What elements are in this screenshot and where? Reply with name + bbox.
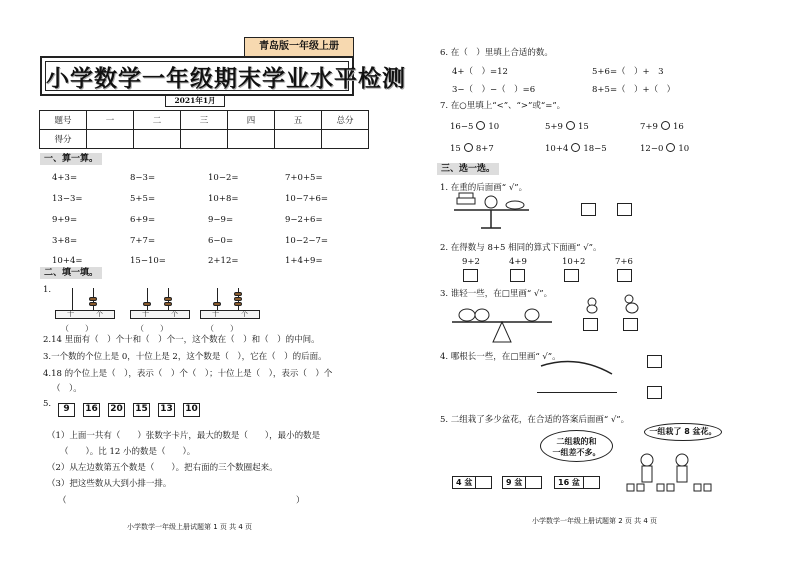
comparison-item: 12−0 10 <box>640 144 690 154</box>
chick-icon <box>585 296 599 314</box>
comparison-item: 5+9 15 <box>545 122 589 132</box>
s1-text: 1. 在重的后面画“ √”。 <box>440 183 528 193</box>
calc-item: 3+8= <box>52 236 78 246</box>
q6-item: 4+（ ）=12 <box>452 67 508 77</box>
compare-circle[interactable] <box>571 143 580 152</box>
q5-1-text: （1）上面一共有（ ）张数字卡片，最大的数是（ ），最小的数是 <box>47 431 321 441</box>
q5-label: 5. <box>43 399 52 409</box>
s2-item: 10+2 <box>562 257 586 267</box>
q2-text: 2.14 里面有（ ）个十和（ ）个一，这个数在（ ）和（ ）的中间。 <box>43 335 320 345</box>
straight-line <box>537 392 617 393</box>
comparison-item: 7+9 16 <box>640 122 684 132</box>
exam-date: 2021年1月 <box>165 95 225 107</box>
score-cell: 总分 <box>322 111 369 130</box>
q5-3-answer[interactable]: （ ） <box>58 496 305 506</box>
score-input[interactable] <box>181 130 228 149</box>
q6-text: 6. 在（ ）里填上合适的数。 <box>440 48 553 58</box>
balance-scale-icon <box>449 192 534 232</box>
answer-box-right[interactable] <box>617 203 632 216</box>
calc-item: 6+9= <box>130 215 156 225</box>
number-card: 20 <box>108 403 125 417</box>
abacus-3: 十 个 （ ） <box>200 288 260 330</box>
seesaw-animals-icon <box>447 300 557 345</box>
q6-item: 5+6=（ ）+ 3 <box>592 67 664 77</box>
calc-item: 8−3= <box>130 173 156 183</box>
answer-box[interactable] <box>564 269 579 282</box>
number-card: 9 <box>58 403 75 417</box>
page-2 <box>397 0 794 561</box>
calc-item: 4+3= <box>52 173 78 183</box>
section-1-heading: 一、算一算。 <box>40 153 102 165</box>
answer-option-1[interactable]: 4 盆 <box>452 476 492 489</box>
s5-text: 5. 二组栽了多少盆花，在合适的答案后面画“ √”。 <box>440 415 630 425</box>
score-input[interactable] <box>87 130 134 149</box>
calc-item: 10+8= <box>208 194 239 204</box>
score-input[interactable] <box>322 130 369 149</box>
calc-item: 10−7+6= <box>285 194 328 204</box>
s2-item: 9+2 <box>462 257 480 267</box>
q1-label: 1. <box>43 285 52 295</box>
q7-text: 7. 在○里填上“<”、“>”或“=”。 <box>440 101 566 111</box>
page-title: 小学数学一年级期末学业水平检测 <box>46 66 406 92</box>
answer-box[interactable] <box>617 269 632 282</box>
answer-option-3[interactable]: 16 盆 <box>554 476 600 489</box>
answer-box-left[interactable] <box>581 203 596 216</box>
score-value-row <box>40 130 369 149</box>
calc-item: 1+4+9= <box>285 256 323 266</box>
calc-item: 10+4= <box>52 256 83 266</box>
answer-box-chick[interactable] <box>583 318 598 331</box>
score-cell: 得分 <box>40 130 87 149</box>
section-3-heading: 三、选一选。 <box>437 163 499 175</box>
q5-1-text-cont: （ ）。比 12 小的数是（ ）。 <box>60 447 196 457</box>
comparison-item: 15 8+7 <box>450 144 494 154</box>
calc-item: 9−9= <box>208 215 234 225</box>
duck-icon <box>623 294 639 314</box>
answer-box-straight[interactable] <box>647 386 662 399</box>
s4-text: 4. 哪根长一些，在□里画“ √”。 <box>440 352 561 362</box>
calc-item: 10−2= <box>208 173 239 183</box>
score-input[interactable] <box>228 130 275 149</box>
number-card: 15 <box>133 403 150 417</box>
q4-text: 4.18 的个位上是（ ），表示（ ）个（ ）；十位上是（ ），表示（ ）个 <box>43 369 333 379</box>
calc-item: 9−2+6= <box>285 215 323 225</box>
score-cell: 一 <box>87 111 134 130</box>
compare-circle[interactable] <box>566 121 575 130</box>
s2-text: 2. 在得数与 8+5 相同的算式下面画“ √”。 <box>440 243 602 253</box>
answer-option-2[interactable]: 9 盆 <box>502 476 542 489</box>
calc-item: 5+5= <box>130 194 156 204</box>
score-cell: 四 <box>228 111 275 130</box>
calc-item: 7+7= <box>130 236 156 246</box>
score-input[interactable] <box>134 130 181 149</box>
calc-item: 2+12= <box>208 256 239 266</box>
answer-box[interactable] <box>510 269 525 282</box>
number-card: 13 <box>158 403 175 417</box>
score-cell: 三 <box>181 111 228 130</box>
abacus-answer[interactable]: （ ） <box>61 324 93 333</box>
calc-item: 13−3= <box>52 194 83 204</box>
score-cell: 题号 <box>40 111 87 130</box>
number-card: 10 <box>183 403 200 417</box>
calc-item: 15−10= <box>130 256 166 266</box>
compare-circle[interactable] <box>661 121 670 130</box>
score-cell: 二 <box>134 111 181 130</box>
q5-2-text: （2）从左边数第五个数是（ ）。把右面的三个数圈起来。 <box>47 463 278 473</box>
calc-item: 9+9= <box>52 215 78 225</box>
children-planting-icon <box>622 450 722 495</box>
compare-circle[interactable] <box>476 121 485 130</box>
s2-item: 7+6 <box>615 257 633 267</box>
answer-box-curve[interactable] <box>647 355 662 368</box>
comparison-item: 10+4 18−5 <box>545 144 607 154</box>
compare-circle[interactable] <box>464 143 473 152</box>
abacus-1: 十 个 （ ） <box>55 288 115 330</box>
calc-item: 6−0= <box>208 236 234 246</box>
answer-box-duck[interactable] <box>623 318 638 331</box>
edition-label: 青岛版一年级上册 <box>244 37 354 57</box>
calc-item: 10−2−7= <box>285 236 328 246</box>
q6-item: 3−（ ）−（ ）=6 <box>452 85 536 95</box>
abacus-2: 十 个 （ ） <box>130 288 190 330</box>
page-footer: 小学数学一年级上册试题第 2 页 共 4 页 <box>532 517 658 525</box>
section-2-heading: 二、填一填。 <box>40 267 102 279</box>
page-footer: 小学数学一年级上册试题第 1 页 共 4 页 <box>127 523 253 531</box>
number-cards <box>58 403 208 417</box>
speech-bubble-2: 一组栽了 8 盆花。 <box>644 423 722 441</box>
score-header-row <box>40 111 369 130</box>
score-cell: 五 <box>275 111 322 130</box>
abacus-answer[interactable]: （ ） <box>206 324 238 333</box>
q6-item: 8+5=（ ）+（ ） <box>592 85 676 95</box>
q3-text: 3.一个数的个位上是 0，十位上是 2，这个数是（ ），它在（ ）的后面。 <box>43 352 327 362</box>
s2-item: 4+9 <box>509 257 527 267</box>
curved-line-icon <box>537 358 617 380</box>
answer-box[interactable] <box>463 269 478 282</box>
score-table <box>39 110 369 149</box>
calc-item: 7+0+5= <box>285 173 323 183</box>
q5-3-text: （3）把这些数从大到小排一排。 <box>47 479 172 489</box>
s3-text: 3. 谁轻一些，在□里画“ √”。 <box>440 289 553 299</box>
comparison-item: 16−5 10 <box>450 122 500 132</box>
abacus-answer[interactable]: （ ） <box>136 324 168 333</box>
number-card: 16 <box>83 403 100 417</box>
speech-bubble-1: 二组栽的和 一组差不多。 <box>540 430 613 462</box>
score-input[interactable] <box>275 130 322 149</box>
q4-text-cont: （ ）。 <box>52 384 82 394</box>
compare-circle[interactable] <box>666 143 675 152</box>
